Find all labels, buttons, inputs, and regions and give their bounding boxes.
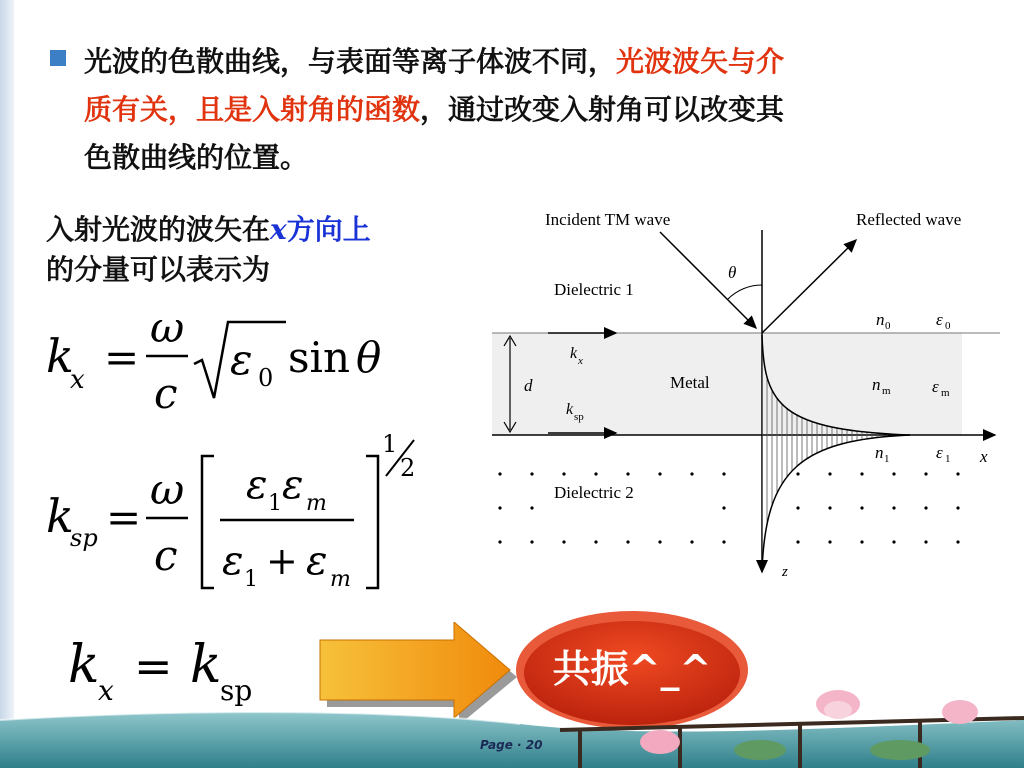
f1-sub: x [70,365,85,395]
f2-num-m: m [306,491,327,516]
label-z-axis: z [782,564,788,580]
subtitle-part1: 入射光波的波矢在 [46,213,271,246]
dielectric-dot [860,506,863,509]
theta-arc [728,285,762,299]
f2-den-e2: ε [306,538,328,584]
dielectric-dot [924,506,927,509]
dielectric-dot [658,540,661,543]
f2-left-bracket [202,456,214,588]
dielectric-dot [860,540,863,543]
label-n0-sub: 0 [885,320,891,332]
left-edge-bar [0,0,14,768]
f2-den-1: 1 [244,567,258,592]
dielectric-dot [722,472,725,475]
label-d: d [524,376,533,395]
bullet-line2-red: 质有关，且是入射角的函数 [84,93,421,126]
reflected-ray [762,240,856,333]
incident-ray [660,232,756,328]
label-n1: n [875,443,884,462]
dielectric-dot [956,506,959,509]
label-n0: n [876,310,885,329]
dielectric-dot [860,472,863,475]
dielectric-dot [562,540,565,543]
label-em-sub: m [941,387,950,399]
dielectric-dot [924,472,927,475]
dielectric-dot [796,506,799,509]
dielectric-dot [722,506,725,509]
f2-exp-2: 2 [400,454,416,482]
dielectric-dot [594,540,597,543]
label-nm: n [872,375,881,394]
dielectric-dot [530,472,533,475]
label-e1: ε [936,443,943,462]
f1-sin: sin [288,333,351,382]
f2-k: k [46,489,74,543]
f2-num-e1: ε [246,462,268,508]
dielectric-dot [828,506,831,509]
f1-eps-sub: 0 [258,364,274,392]
page-number: Page · 20 [480,738,543,752]
label-e1-sub: 1 [945,453,951,465]
bullet-line2-black: ，通过改变入射角可以改变其 [420,93,785,126]
subtitle-text [46,210,466,290]
f3-sub1: x [98,674,114,707]
dielectric-dot [796,540,799,543]
dielectric-dot [658,472,661,475]
dielectric-dot [498,472,501,475]
dielectric-dot [892,472,895,475]
label-dielectric2: Dielectric 2 [554,483,634,502]
formula-ksp [46,430,415,592]
f3-k2: k [190,635,222,695]
dielectric-dot [530,540,533,543]
f2-omega: ω [150,465,185,514]
label-reflected: Reflected wave [856,210,962,229]
bullet-line1-black: 光波的色散曲线，与表面等离子体波不同， [84,45,617,78]
f3-k1: k [68,635,100,695]
f2-den-e1: ε [222,538,244,584]
f1-k: k [46,329,74,383]
label-kx-k: k [570,345,578,362]
spr-diagram [480,200,1020,600]
dielectric-dot [828,540,831,543]
dielectric-dot [690,472,693,475]
label-theta: θ [728,263,737,282]
bullet-line3-black: 色散曲线的位置。 [84,141,309,174]
bullet-text [84,38,964,182]
f1-c: c [154,369,178,418]
label-e0: ε [936,310,943,329]
f2-eq: = [106,493,142,542]
dielectric-dot [892,540,895,543]
label-dielectric1: Dielectric 1 [554,280,634,299]
f2-num-1: 1 [268,491,282,516]
dielectric-dot [562,472,565,475]
label-n1-sub: 1 [884,453,890,465]
f3-sub2: sp [220,674,253,707]
resonance-label: 共振^_^ [552,647,712,691]
dielectric-dot [498,506,501,509]
dielectric-dot [924,540,927,543]
f1-eq: = [104,333,140,382]
label-metal: Metal [670,373,710,392]
bullet-square-icon [50,50,66,66]
dielectric-dot [498,540,501,543]
f1-eps: ε [230,335,253,384]
dielectric-dot [626,540,629,543]
footer-decoration [0,690,1024,768]
dielectric-dot [626,472,629,475]
dielectric-dot [530,506,533,509]
f2-plus: + [266,539,298,583]
formula-kx [46,303,381,418]
bullet-line1-red: 光波波矢与介 [616,45,785,78]
dielectric-dot [690,540,693,543]
f2-den-m: m [330,567,351,592]
label-incident: Incident TM wave [545,210,671,229]
dielectric-dot [796,472,799,475]
label-ksp-sub: sp [574,411,584,423]
label-nm-sub: m [882,385,891,397]
label-kx-sub: x [578,355,583,367]
f1-theta: θ [356,333,382,382]
f1-omega: ω [150,303,185,352]
dielectric-dot [828,472,831,475]
f2-num-e2: ε [282,462,304,508]
f2-right-bracket [366,456,378,588]
dielectric-dot [892,506,895,509]
f2-sub: sp [70,524,98,552]
f2-exp-1: 1 [382,430,398,458]
dielectric-dot [956,472,959,475]
label-em: ε [932,377,939,396]
subtitle-x: x [270,213,287,246]
f2-c: c [154,531,178,580]
dielectric-dot [956,540,959,543]
dielectric-dot [594,472,597,475]
dielectric-dot [722,540,725,543]
f3-eq: = [134,639,173,693]
label-e0-sub: 0 [945,320,951,332]
metal-layer [492,333,962,435]
label-x-axis: x [980,447,988,466]
subtitle-part2: 方向上 [286,213,371,246]
subtitle-line2: 的分量可以表示为 [46,253,271,286]
label-ksp-k: k [566,401,574,418]
